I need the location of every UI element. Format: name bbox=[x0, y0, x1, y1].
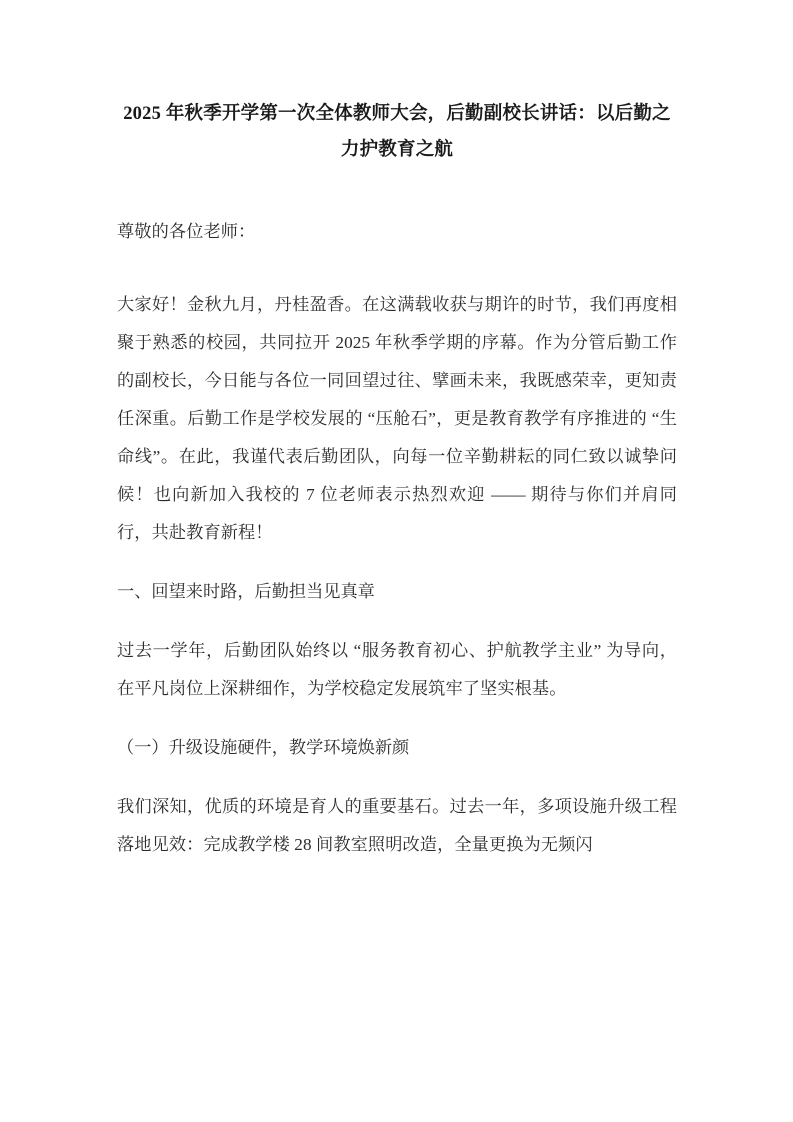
document-title-block bbox=[117, 96, 677, 168]
paragraph-section-one-intro: 过去一学年，后勤团队始终以 “服务教育初心、护航教学主业” 为导向，在平凡岗位上深耕细作，为学校稳定发展筑牢了坚实根基。 bbox=[117, 641, 677, 698]
subsection-heading-one-one: （一）升级设施硬件，教学环境焕新颜 bbox=[117, 738, 410, 757]
paragraph-opening: 大家好！金秋九月，丹桂盈香。在这满载收获与期许的时节，我们再度相聚于熟悉的校园，共同拉开 2025 年秋季学期的序幕。作为分管后勤工作的副校长，今日能与各位一同回望过往、擘画未来，我既感荣幸，更知责任深重。后勤工作是学校发展的 “压舱石”，更是教育教学有序推进的 “生命线”。在此，我谨代表后勤团队，向每一位辛勤耕耘的同仁致以诚挚问候！也向新加入我校的 7 位老师表示热烈欢迎 —— 期待与你们并肩同行，共赴教育新程！ bbox=[117, 295, 677, 542]
salutation-spacer bbox=[117, 272, 677, 286]
page-title bbox=[117, 96, 677, 168]
salutation-line: 尊敬的各位老师： bbox=[117, 222, 256, 241]
paragraph-section-one-one-body: 我们深知，优质的环境是育人的重要基石。过去一年，多项设施升级工程落地见效：完成教学楼 28 间教室照明改造，全量更换为无频闪 bbox=[117, 797, 677, 854]
section-heading-one: 一、回望来时路，后勤担当见真章 bbox=[117, 582, 375, 601]
title-line-1: 2025 年秋季开学第一次全体教师大会，后勤副校长讲话：以后勤之 bbox=[123, 104, 671, 124]
title-line-2: 力护教育之航 bbox=[340, 140, 454, 160]
document-body bbox=[117, 213, 677, 864]
